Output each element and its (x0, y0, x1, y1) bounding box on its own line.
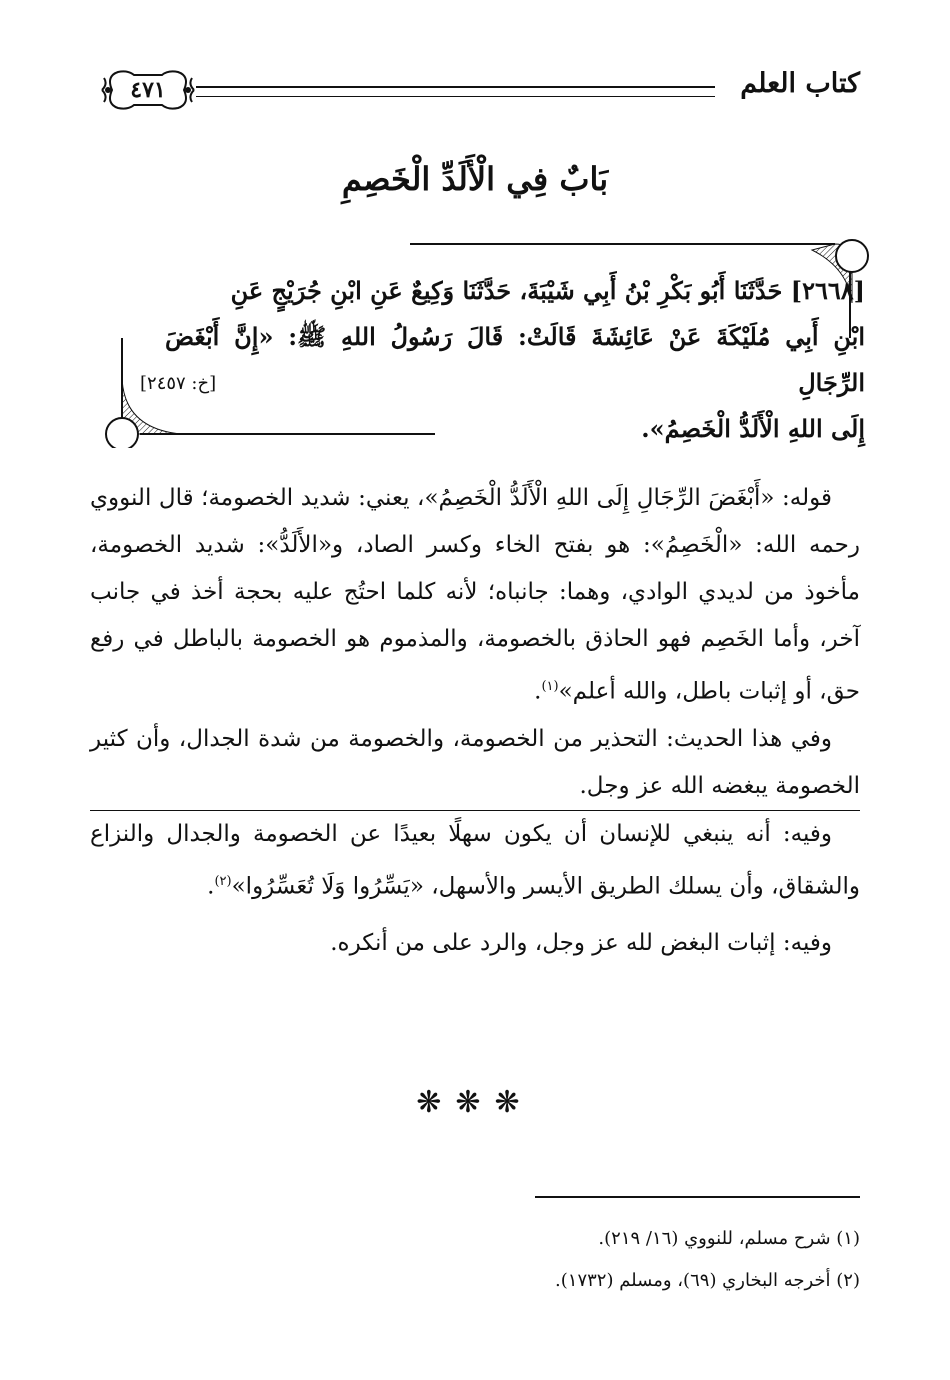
section-divider-stars: ❋❋❋ (416, 1085, 534, 1120)
commentary-text: قوله: «أَبْغَضَ الرِّجَالِ إِلَى اللهِ الْأَلَدُّ الْخَصِمُ»، يعني: شديد الخصومة؛ قال النووي رحمه الله: «الْخَصِمُ»: هو بفتح الخاء وكسر الصاد، و«الأَلَدُّ»: شديد الخصومة، مأخوذ من لديدي الوادي، وهما: جانباه؛ لأنه كلما احتُج عليه بحجة أخذ في جانب آخر، وأما الخَصِم فهو الحاذق بالخصومة، والمذموم هو الخصومة بالباطل في رفع حق، أو إثبات باطل، والله أعلم» (90, 485, 860, 705)
footnote: (٢) أخرجه البخاري (٦٩)، ومسلم (١٧٣٢). (555, 1270, 860, 1291)
commentary-text: وفيه: أنه ينبغي للإنسان أن يكون سهلًا بعيدًا عن الخصومة والجدال والنزاع والشقاق، وأن يسلك الطريق الأيسر والأسهل، «يَسِّرُوا وَلَا تُعَسِّرُوا» (90, 820, 860, 900)
footnote: (١) شرح مسلم، للنووي (١٦/ ٢١٩). (598, 1228, 860, 1249)
book-title: كتاب العلم (740, 68, 860, 99)
footnote-ref: (٢) (214, 873, 232, 889)
hadith-line: إِلَى اللهِ الْأَلَدُّ الْخَصِمُ». (641, 414, 865, 443)
commentary-paragraph: قوله: «أَبْغَضَ الرِّجَالِ إِلَى اللهِ الْأَلَدُّ الْخَصِمُ»، يعني: شديد الخصومة؛ قال النووي رحمه الله: «الْخَصِمُ»: هو بفتح الخاء وكسر الصاد، و«الأَلَدُّ»: شديد الخصومة، مأخوذ من لديدي الوادي، وهما: جانباه؛ لأنه كلما احتُج عليه بحجة أخذ في جانب آخر، وأما الخَصِم فهو الحاذق بالخصومة، والمذموم هو الخصومة بالباطل في رفع حق، أو إثبات باطل، والله أعلم»$^{(١)}$. (90, 485, 860, 705)
page-number-ornament (98, 66, 198, 114)
hadith-reference: [خ: ٢٤٥٧] (140, 373, 217, 394)
commentary (90, 475, 860, 967)
commentary-paragraph: وفيه: أنه ينبغي للإنسان أن يكون سهلًا بعيدًا عن الخصومة والجدال والنزاع والشقاق، وأن يسلك الطريق الأيسر والأسهل، «يَسِّرُوا وَلَا تُعَسِّرُوا»$^{(٢)}$. (90, 810, 860, 911)
chapter-title: بَابٌ فِي الْأَلَدِّ الْخَصِمِ (341, 160, 609, 198)
footnotes (90, 1218, 860, 1302)
hadith-text (165, 268, 865, 452)
footnote-rule (535, 1196, 860, 1198)
commentary-paragraph: وفي هذا الحديث: التحذير من الخصومة، والخصومة من شدة الجدال، وأن كثير الخصومة يبغضه الله عز وجل. (90, 725, 860, 799)
hadith-line: ابْنِ أَبِي مُلَيْكَةَ عَنْ عَائِشَةَ قَالَتْ: قَالَ رَسُولُ اللهِ ﷺ: «إِنَّ أَبْغَضَ الرِّجَالِ (165, 322, 865, 397)
footnote-ref: (١) (541, 679, 559, 694)
page-number: ٤٧١ (130, 77, 166, 103)
commentary-paragraph: وفيه: إثبات البغض لله عز وجل، والرد على من أنكره. (330, 930, 832, 957)
header-rule (196, 86, 715, 97)
hadith-line: [٢٦٦٨] حَدَّثَنَا أَبُو بَكْرِ بْنُ أَبِي شَيْبَةَ، حَدَّثَنَا وَكِيعٌ عَنِ ابْنِ جُرَيْجٍ عَنِ (230, 276, 865, 305)
